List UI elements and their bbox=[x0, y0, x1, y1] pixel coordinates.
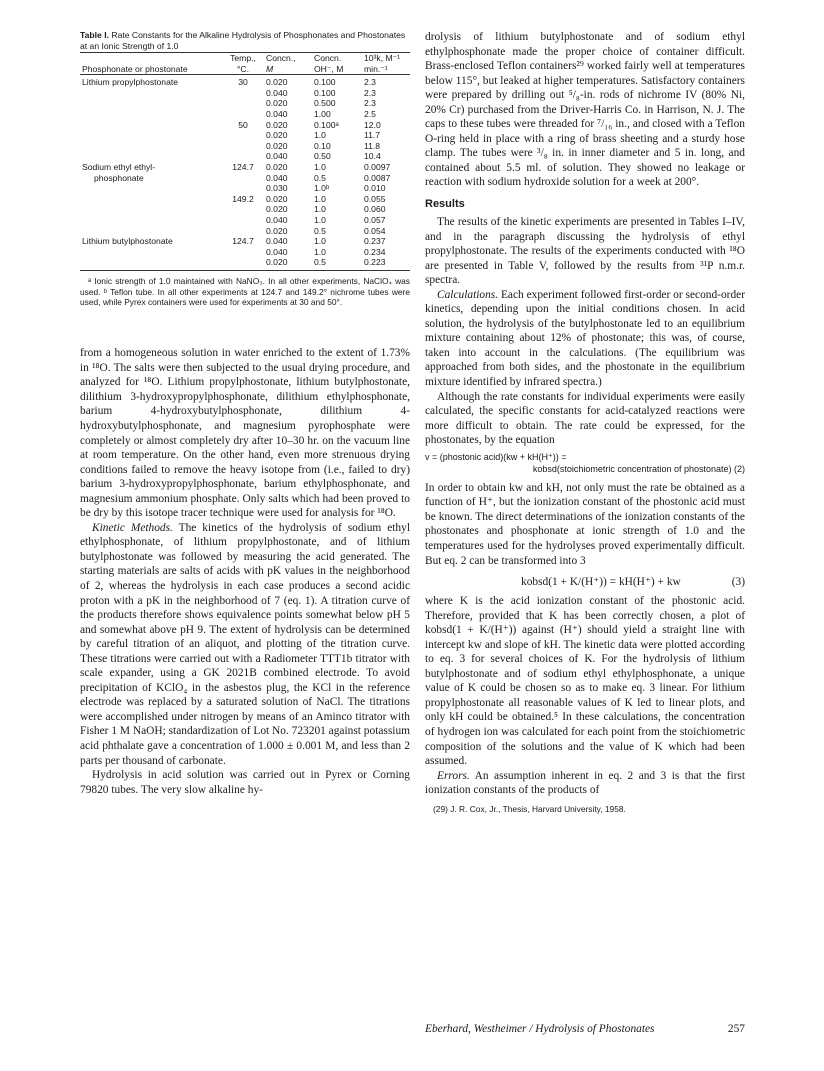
cell-temp: 50 bbox=[238, 119, 248, 130]
cell-compound bbox=[80, 257, 224, 270]
cell-compound bbox=[80, 88, 224, 99]
plot-paragraph: where K is the acid ionization constant of the phostonic acid. Therefore, provided that K has been correctly chosen, a plot of kobsd(1 + K/(H⁺)) against (H⁺) should yield a straight line with intercept kw and slope of kH. The kinetic data were plotted according to eq. 3 for several choices of K. For the hydrolysis of lithium butylphostonate and of sodium ethyl ethylphosphonate, a unique value of K could be chosen so as to make eq. 3 linear. For lithium propylphostonate all reasonable values of K led to linear plots, and only kH could be obtained.⁵ In these calculations, the concentration of hydrogen ion was calculated for each point from the stoichiometric composition of the solutions and the value of K which had been assumed. bbox=[425, 595, 745, 768]
cell-temp bbox=[224, 98, 262, 109]
table-row bbox=[80, 109, 410, 120]
cell-oh: 1.0 bbox=[314, 236, 326, 247]
cell-oh: 0.50 bbox=[314, 151, 331, 162]
cell-temp: 30 bbox=[238, 77, 248, 88]
cell-oh: 1.0 bbox=[314, 204, 326, 215]
cell-oh: 1.0 bbox=[314, 246, 326, 257]
cell-conc: 0.020 bbox=[266, 204, 288, 215]
cell-oh: 0.100 bbox=[314, 77, 336, 88]
cell-k: 0.237 bbox=[364, 236, 386, 247]
errors-heading: Errors. bbox=[437, 769, 470, 782]
cell-temp bbox=[224, 109, 262, 120]
cell-temp bbox=[224, 257, 262, 270]
cell-compound bbox=[80, 141, 224, 152]
equation-2-line-1: v = (phostonic acid)(kw + kH(H⁺)) = bbox=[425, 451, 567, 462]
equation-2-line-2: kobsd(stoichiometric concentration of phostonate) (2) bbox=[532, 463, 745, 474]
cell-k: 0.234 bbox=[364, 246, 386, 257]
cell-compound bbox=[80, 130, 224, 141]
cell-temp bbox=[224, 88, 262, 99]
table-row bbox=[80, 141, 410, 152]
col-conc-bottom: M bbox=[262, 64, 312, 75]
cell-compound bbox=[80, 120, 224, 131]
col-conc-top: Concn., bbox=[262, 53, 312, 64]
cell-conc: 0.020 bbox=[266, 98, 288, 109]
cell-k: 11.8 bbox=[364, 140, 381, 151]
cell-compound bbox=[80, 226, 224, 237]
cell-oh: 0.10 bbox=[314, 140, 331, 151]
table-row bbox=[80, 236, 410, 247]
table-row bbox=[80, 130, 410, 141]
cell-compound bbox=[80, 183, 224, 194]
col-compound: Phosphonate or phostonate bbox=[80, 64, 224, 75]
ionization-paragraph: In order to obtain kw and kH, not only must the rate be obtained as a function of H⁺, but the ionization constant of the phostonic acid must be known. The direct determinations of the ionization constants of the phostonates and phosphonate at ionic strength of 1.0 and the temperatures used for the hydrolyses proved experimentally difficult. But eq. 2 can be transformed into 3 bbox=[425, 481, 745, 567]
table-row bbox=[80, 247, 410, 258]
cell-compound bbox=[80, 215, 224, 226]
equation-3-body: kobsd(1 + K/(H⁺)) = kH(H⁺) + kw bbox=[521, 576, 681, 589]
cell-compound: Lithium butylphostonate bbox=[82, 236, 173, 247]
cell-compound bbox=[80, 109, 224, 120]
col-oh-top: Concn. bbox=[312, 53, 362, 64]
cell-k: 2.3 bbox=[364, 98, 376, 109]
col-oh-bottom: OH⁻, M bbox=[312, 64, 362, 75]
cell-temp bbox=[224, 151, 262, 162]
cell-conc: 0.020 bbox=[266, 130, 288, 141]
cell-k: 0.223 bbox=[362, 257, 410, 270]
results-paragraph: The results of the kinetic experiments are presented in Tables I–IV, and in the paragraph discussing the hydrolysis of ethyl propylphostonate. The results of the experiments conducted with ¹⁸O are presented in Table V, followed by the results from ³¹P n.m.r. spectra. bbox=[425, 216, 745, 287]
cell-oh: 1.0 bbox=[314, 193, 326, 204]
table-row bbox=[80, 120, 410, 131]
table-row bbox=[80, 215, 410, 226]
cell-k: 2.5 bbox=[364, 108, 376, 119]
kinetic-methods-heading: Kinetic Methods. bbox=[92, 521, 173, 534]
left-paragraph-3: Hydrolysis in acid solution was carried out in Pyrex or Corning 79820 tubes. The very slow alkaline hy- bbox=[80, 769, 410, 796]
kinetic-methods-text: The kinetics of the hydrolysis of sodium ethyl ethylphosphonate, of lithium propylphostonate, and of lithium butylphostonate was followed by measuring the acid generated. The starting materials are salts of acids with pK values in the neighborhood of 2, whereas the hydrolysis in each case produces a second acidic proton with a pK in the neighborhood of 7 (eq. 1). A titration curve of the products therefore shows equivalence points somewhat below pH 5 and somewhat above pH 9. The extent of hydrolysis can be determined by careful titration of an aliquot, and plotting of the titration curve. These titrations were carried out with a Radiometer TTT1b titrator with scale expander, using a GK 2021B combined electrode. To avoid precipitation of KClO₄ in the asbestos plug, the KCl in the reference electrode was replaced by a saturated solution of NaCl. The titrations were accomplished under nitrogen by means of an Aminco titrator with Fisher 1 M NaOH; standardization of Lot No. 723201 against potassium acid phthalate gave a concentration of 1.000 ± 0.001 M, and less than 2 parts per thousand of carbonate. bbox=[80, 521, 410, 767]
table-row bbox=[80, 98, 410, 109]
cell-k: 0.055 bbox=[364, 193, 386, 204]
left-paragraph-2 bbox=[80, 521, 410, 768]
cell-k: 11.7 bbox=[364, 130, 381, 141]
cell-oh: 1.0 bbox=[314, 214, 326, 225]
cell-k: 10.4 bbox=[364, 151, 381, 162]
calculations-text: Each experiment followed first-order or second-order kinetics, depending upon the initial conditions chosen. In acid solution, the hydrolysis of the butylphostonate led to an equilibrium mixture containing about 12% of phostonate; this was, of course, taken into account in the calculations. (The equilibrium was approached from both sides, and the phostonate in the equilibrium mixture identified by infrared spectra.) bbox=[425, 288, 745, 389]
cell-oh: 0.5 bbox=[314, 225, 326, 236]
cell-temp bbox=[224, 173, 262, 184]
table-label: Table I. bbox=[80, 30, 109, 40]
col-k-bottom: min.⁻¹ bbox=[362, 64, 410, 75]
cell-temp bbox=[224, 226, 262, 237]
cell-temp bbox=[224, 204, 262, 215]
cell-oh: 0.5 bbox=[312, 257, 362, 270]
cell-compound: Sodium ethyl ethyl- bbox=[82, 161, 156, 172]
cell-conc: 0.040 bbox=[266, 151, 288, 162]
table-row bbox=[80, 204, 410, 215]
cell-oh: 0.100ᵃ bbox=[314, 119, 339, 130]
rate-constants-table bbox=[80, 52, 410, 271]
table-row bbox=[80, 226, 410, 237]
cell-k: 0.0087 bbox=[364, 172, 391, 183]
errors-paragraph bbox=[425, 769, 745, 798]
results-heading: Results bbox=[425, 198, 465, 211]
cell-conc: 0.040 bbox=[266, 214, 288, 225]
table-row bbox=[80, 75, 410, 88]
table-row bbox=[80, 257, 410, 270]
table-title: Rate Constants for the Alkaline Hydrolysis of Phosphonates and Phostonates at an Ionic Strength of 1.0 bbox=[80, 30, 406, 51]
right-paragraph-1: drolysis of lithium butylphostonate and of sodium ethyl ethylphosphonate made the proper choice of container difficult. Brass-enclosed Teflon containers²⁹ worked fairly well at temperatures below 115°, but leaked at higher temperatures. Satisfactory containers were prepared by drilling out ⁵/₈-in. rods of nichrome IV (80% Ni, 20% Cr) purchased from the Driver-Harris Co. in Harrison, N. J. The caps to these tubes were threaded for ⁷/₁₆ in., and closed with a Teflon O-ring held in place with a ring of brass sheeting and a sturdy hose clamp. The tubes were ³/₈ in. in inner diameter and 5 in. long, and contained about 5.5 ml. of solution. They showed no leakage or reaction with sodium hydroxide solution for a week at 200°. bbox=[425, 31, 745, 189]
calculations-paragraph bbox=[425, 288, 745, 390]
cell-k: 0.0097 bbox=[364, 161, 391, 172]
cell-k: 0.010 bbox=[364, 183, 386, 194]
cell-temp bbox=[224, 215, 262, 226]
cell-k: 2.3 bbox=[364, 87, 376, 98]
right-column bbox=[425, 30, 745, 814]
cell-oh: 0.500 bbox=[314, 98, 336, 109]
cell-conc: 0.040 bbox=[266, 246, 288, 257]
cell-conc: 0.020 bbox=[266, 77, 288, 88]
left-paragraph-1: from a homogeneous solution in water enriched to the extent of 1.73% in ¹⁸O. The salts were then subjected to the usual drying procedure, and analyzed for ¹⁸O. Lithium propylphostonate, lithium butylphostonate, dilithium 3-hydroxypropylphosphonate, dilithium ethylphosphonate, barium 4-hydroxybutylphosphonate, dilithium 4-hydroxybutylphosphonate, and magnesium pyrophosphate were completely or almost completely dry after 10–30 hr. on the vacuum line at room temperature. On the other hand, even more strenuous drying conditions failed to remove the heavy isotope from (i.e., failed to dry) barium 3-hydroxypropylphosphonate, barium ethylphosphonate, and magnesium ammonium phosphate. Only salts which had been proved to be dry by this isotope tracer technique were used for analysis for ¹⁸O. bbox=[80, 347, 410, 520]
cell-k: 2.3 bbox=[364, 77, 376, 88]
table-row bbox=[80, 183, 410, 194]
cell-oh: 1.0ᵇ bbox=[314, 183, 330, 194]
cell-compound bbox=[80, 247, 224, 258]
errors-text: An assumption inherent in eq. 2 and 3 is that the first ionization constants of the products of bbox=[425, 769, 745, 797]
cell-compound bbox=[80, 151, 224, 162]
cell-oh: 0.5 bbox=[314, 172, 326, 183]
running-head-title: Eberhard, Westheimer / Hydrolysis of Phostonates bbox=[425, 1023, 655, 1035]
page-number: 257 bbox=[727, 1023, 745, 1035]
cell-temp: 124.7 bbox=[232, 161, 254, 172]
running-head bbox=[425, 1023, 745, 1035]
cell-k: 0.054 bbox=[364, 225, 386, 236]
cell-oh: 1.00 bbox=[314, 108, 331, 119]
cell-k: 0.060 bbox=[364, 204, 386, 215]
cell-conc: 0.040 bbox=[266, 172, 288, 183]
cell-conc: 0.020 bbox=[266, 193, 288, 204]
cell-conc: 0.020 bbox=[266, 225, 288, 236]
cell-compound: Lithium propylphostonate bbox=[82, 77, 179, 88]
equation-3 bbox=[425, 574, 745, 590]
table-caption bbox=[80, 30, 410, 52]
cell-compound bbox=[80, 98, 224, 109]
cell-conc: 0.020 bbox=[262, 257, 312, 270]
cell-compound: phosphonate bbox=[94, 172, 144, 183]
cell-compound bbox=[80, 204, 224, 215]
cell-temp: 149.2 bbox=[232, 193, 254, 204]
col-temp-top: Temp., bbox=[224, 53, 262, 64]
table-row bbox=[80, 173, 410, 184]
cell-temp bbox=[224, 247, 262, 258]
col-temp-bottom: °C. bbox=[224, 64, 262, 75]
col-k-top: 10³k, M⁻¹ bbox=[362, 53, 410, 64]
table-row bbox=[80, 162, 410, 173]
cell-k: 0.057 bbox=[364, 214, 386, 225]
cell-conc: 0.020 bbox=[266, 140, 288, 151]
cell-conc: 0.040 bbox=[266, 236, 288, 247]
cell-temp: 124.7 bbox=[232, 236, 254, 247]
table-row bbox=[80, 151, 410, 162]
cell-oh: 1.0 bbox=[314, 130, 326, 141]
calculations-heading: Calculations. bbox=[437, 288, 499, 301]
cell-oh: 0.100 bbox=[314, 87, 336, 98]
cell-temp bbox=[224, 183, 262, 194]
cell-conc: 0.030 bbox=[266, 183, 288, 194]
left-column bbox=[80, 30, 410, 797]
cell-conc: 0.040 bbox=[266, 87, 288, 98]
rate-constants-paragraph: Although the rate constants for individual experiments were easily calculated, the specific constants for acid-catalyzed reactions were more difficult to obtain. The rate could be expressed, for the phostonates, by the equation bbox=[425, 390, 745, 447]
footnote-29: (29) J. R. Cox, Jr., Thesis, Harvard University, 1958. bbox=[433, 803, 626, 814]
cell-conc: 0.020 bbox=[266, 161, 288, 172]
cell-conc: 0.040 bbox=[266, 108, 288, 119]
cell-conc: 0.020 bbox=[266, 119, 288, 130]
cell-compound bbox=[80, 194, 224, 205]
equation-3-number: (3) bbox=[731, 576, 745, 589]
cell-temp bbox=[224, 141, 262, 152]
cell-temp bbox=[224, 130, 262, 141]
cell-k: 12.0 bbox=[364, 119, 381, 130]
table-row bbox=[80, 88, 410, 99]
cell-oh: 1.0 bbox=[314, 161, 326, 172]
table-footnote: ᵃ Ionic strength of 1.0 maintained with NaNO₃. In all other experiments, NaClO₄ was used. ᵇ Teflon tube. In all other experiments at 124.7 and 149.2° nichrome tubes were used, while Pyrex containers were used for experiments at 30 and 50°. bbox=[80, 275, 410, 308]
table-row bbox=[80, 194, 410, 205]
